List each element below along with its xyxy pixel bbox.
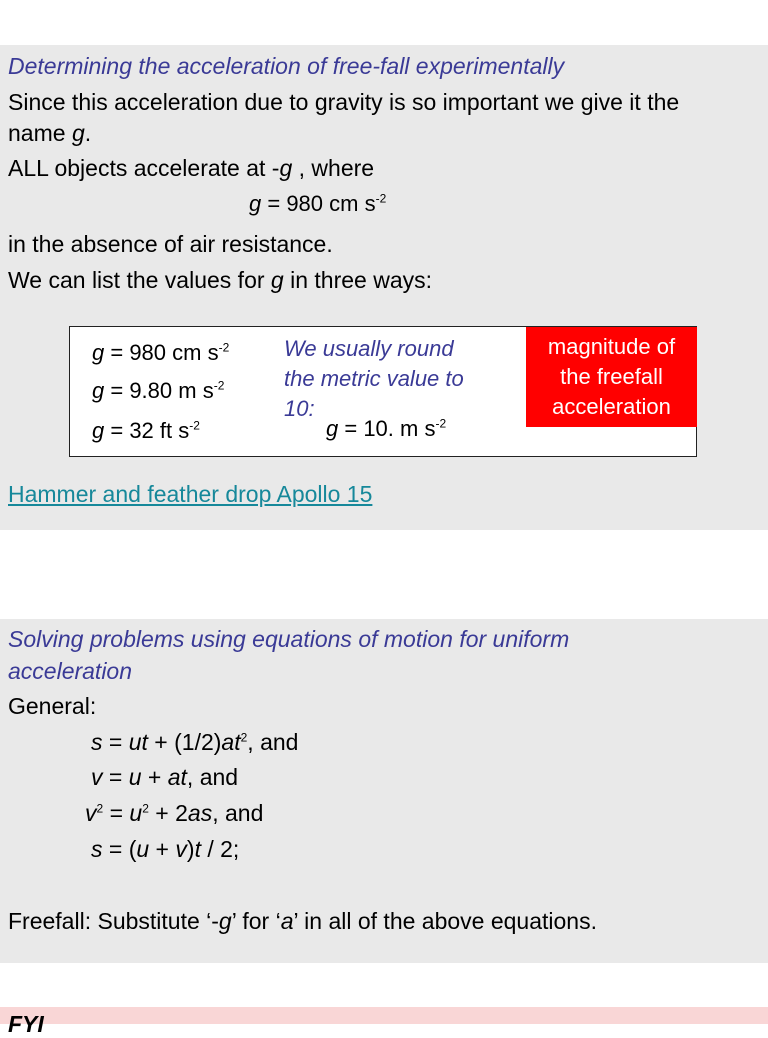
equation-velocity xyxy=(91,764,238,791)
g-symbol: g xyxy=(326,416,339,441)
g-symbol: g xyxy=(92,340,105,365)
equation-velocity-squared xyxy=(85,800,263,827)
g-value-si xyxy=(92,378,224,404)
g-symbol: g xyxy=(270,267,284,293)
var-at: at xyxy=(167,764,187,790)
freefall-text: ’ in all of the above equations. xyxy=(293,908,597,934)
list-text: in three ways: xyxy=(283,267,433,293)
eq-text: , and xyxy=(186,764,239,790)
eq-text: = ( xyxy=(102,836,137,862)
var-a: a xyxy=(280,908,294,934)
list-values-line xyxy=(8,266,432,294)
equation-displacement xyxy=(91,729,298,756)
g-symbol: g xyxy=(92,418,105,443)
exponent: 2 xyxy=(240,730,248,745)
var-v: v xyxy=(175,836,187,862)
var-t: t xyxy=(194,836,201,862)
freefall-substitution-line xyxy=(8,907,597,935)
freefall-text: Freefall: Substitute ‘- xyxy=(8,908,219,934)
fyi-section-panel xyxy=(0,1007,768,1024)
magnitude-callout xyxy=(526,327,697,427)
var-v: v xyxy=(91,764,103,790)
var-u: u xyxy=(136,836,150,862)
magnitude-line-3: acceleration xyxy=(552,394,671,419)
all-objects-text: , where xyxy=(292,155,375,181)
general-label: General: xyxy=(8,693,97,719)
eq-text: , and xyxy=(212,800,264,826)
intro-text: . xyxy=(84,120,92,146)
g-symbol: g xyxy=(92,378,105,403)
eq-text: / 2; xyxy=(200,836,240,862)
g-equation xyxy=(249,190,386,218)
intro-text: name xyxy=(8,120,72,146)
g-value-imperial xyxy=(92,418,200,444)
absence-line: in the absence of air resistance. xyxy=(8,231,333,257)
eq-text: = xyxy=(102,764,129,790)
var-ut: ut xyxy=(128,729,148,755)
eq-text: + 2 xyxy=(148,800,188,826)
var-as: as xyxy=(187,800,213,826)
all-objects-line xyxy=(8,154,374,182)
round-note-line-3: 10: xyxy=(284,396,315,421)
g-value-cgs xyxy=(92,340,229,366)
list-text: We can list the values for xyxy=(8,267,271,293)
var-s: s xyxy=(91,729,103,755)
exponent: 2 xyxy=(96,801,104,816)
eq-text: + xyxy=(149,836,176,862)
eq-text: ) xyxy=(186,836,195,862)
exponent: -2 xyxy=(435,416,447,431)
var-at: at xyxy=(221,729,241,755)
exponent: -2 xyxy=(375,191,387,206)
section-title-equations-line-1: Solving problems using equations of motion for uniform xyxy=(8,626,570,652)
all-objects-text: ALL objects accelerate at - xyxy=(8,155,280,181)
g-value-text: = 980 cm s xyxy=(104,340,219,365)
var-u: u xyxy=(129,800,143,826)
exponent: -2 xyxy=(213,378,225,393)
fyi-label: FYI xyxy=(8,1011,44,1037)
eq-text: = xyxy=(102,729,129,755)
g-value-text: = 9.80 m s xyxy=(104,378,214,403)
g-symbol: g xyxy=(218,908,232,934)
g-value-text: = 32 ft s xyxy=(104,418,190,443)
intro-line-1: Since this acceleration due to gravity is so important we give it the xyxy=(8,89,680,115)
round-note-line-2: the metric value to xyxy=(284,366,464,391)
var-u: u xyxy=(128,764,142,790)
var-s: s xyxy=(91,836,103,862)
eq-text: , and xyxy=(247,729,299,755)
equation-average-velocity xyxy=(91,836,239,863)
eq-text: + xyxy=(141,764,168,790)
g-value-text: = 10. m s xyxy=(338,416,436,441)
section-title-equations-line-2: acceleration xyxy=(8,658,133,684)
g-rounded-value xyxy=(326,416,446,442)
eq-text: = xyxy=(103,800,130,826)
apollo-15-video-link[interactable]: Hammer and feather drop Apollo 15 xyxy=(8,481,373,507)
intro-line-2 xyxy=(8,119,91,147)
magnitude-line-1: magnitude of xyxy=(547,334,676,359)
g-symbol: g xyxy=(279,155,293,181)
round-note-line-1: We usually round xyxy=(284,336,454,361)
g-symbol: g xyxy=(249,191,262,216)
exponent: -2 xyxy=(189,418,200,433)
section-title-freefall: Determining the acceleration of free-fall experimentally xyxy=(8,53,565,79)
var-v: v xyxy=(85,800,97,826)
g-values-box xyxy=(69,326,697,457)
magnitude-line-2: the freefall xyxy=(560,364,663,389)
exponent: -2 xyxy=(218,340,230,355)
g-symbol: g xyxy=(71,120,85,146)
exponent: 2 xyxy=(142,801,149,816)
freefall-text: ’ for ‘ xyxy=(231,908,281,934)
eq-text: + (1/2) xyxy=(147,729,222,755)
g-value: = 980 cm s xyxy=(261,191,376,216)
